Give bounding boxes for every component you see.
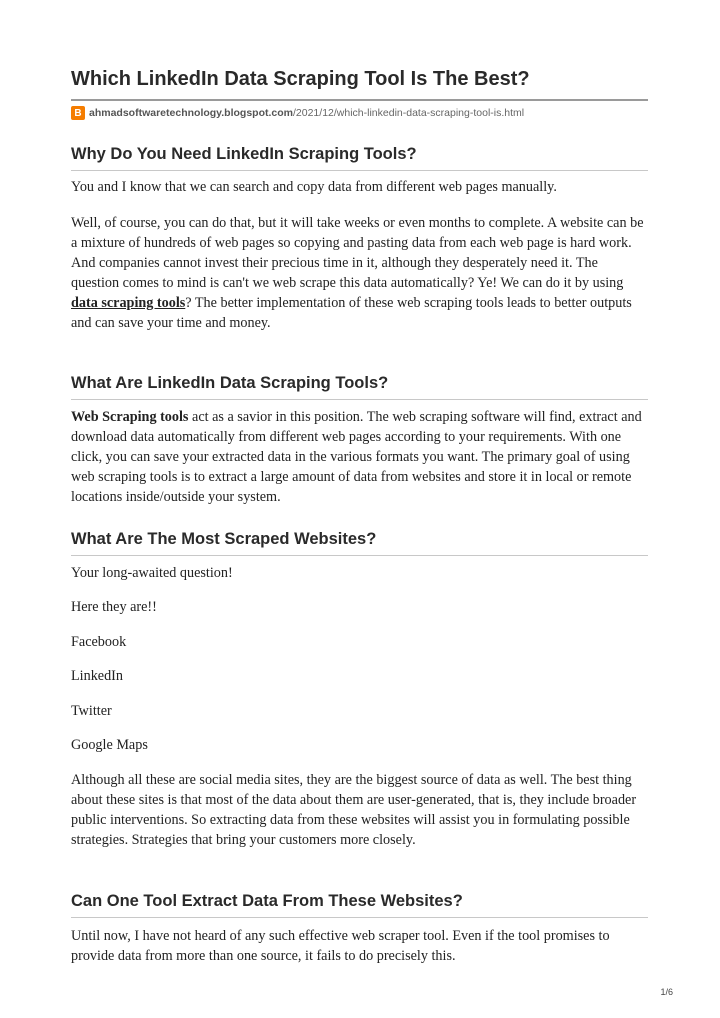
list-item-site: LinkedIn [71,668,124,684]
page-title: Which LinkedIn Data Scraping Tool Is The Best? [71,68,530,90]
list-item-site: Twitter [71,703,112,719]
section-heading-what-are-tools: What Are LinkedIn Data Scraping Tools? [71,374,389,392]
paragraph: Your long-awaited question! [71,565,233,581]
paragraph: Until now, I have not heard of any such effective web scraper tool. Even if the tool promises to provide data from more than one source, it fails to do precisely this. [71,928,610,964]
section-divider [71,170,648,171]
title-divider [71,99,648,101]
paragraph [71,407,648,507]
source-path[interactable]: /2021/12/which-linkedin-data-scraping-tool-is.html [293,107,525,119]
section-divider [71,399,648,400]
section-divider [71,917,648,918]
bold-term: Web Scraping tools [71,409,189,425]
paragraph: Here they are!! [71,599,157,615]
paragraph: You and I know that we can search and copy data from different web pages manually. [71,179,557,195]
paragraph [71,213,648,333]
data-scraping-tools-link[interactable]: data scraping tools [71,295,186,311]
list-item-site: Google Maps [71,737,148,753]
paragraph-text: act as a savior in this position. The web scraping software will find, extract and download data automatically from different web pages according to your requirements. With one click, you can save your extracted data in the various formats you want. The primary goal of using web scraping tools is to extract a large amount of data from websites and store it in local or remote locations inside/outside your system. [71,409,642,505]
section-heading-one-tool: Can One Tool Extract Data From These Websites? [71,892,463,910]
list-item-site: Facebook [71,634,127,650]
paragraph-text: Well, of course, you can do that, but it will take weeks or even months to complete. A website can be a mixture of hundreds of web pages so copying and pasting data from each web page is hard work. And companies cannot invest their precious time in it, although they desperately need it. The question comes to mind is can't we web scrape this data automatically? Ye! We can do it by using [71,215,644,291]
source-domain[interactable]: ahmadsoftwaretechnology.blogspot.com [89,107,293,119]
source-url[interactable] [71,106,524,120]
section-divider [71,555,648,556]
blogger-icon: B [71,106,85,120]
paragraph-text: ? The better implementation of these web scraping tools leads to better outputs and can save your time and money. [71,295,632,331]
paragraph: Although all these are social media sites, they are the biggest source of data as well. The best thing about these sites is that most of the data about them are user-generated, that is, they include broader public interventions. So extracting data from these websites will assist you in formulating possible strategies. Strategies that bring your customers more closely. [71,772,637,848]
page-number: 1/6 [660,987,673,997]
section-heading-most-scraped: What Are The Most Scraped Websites? [71,530,377,548]
section-heading-why-need: Why Do You Need LinkedIn Scraping Tools? [71,145,417,163]
